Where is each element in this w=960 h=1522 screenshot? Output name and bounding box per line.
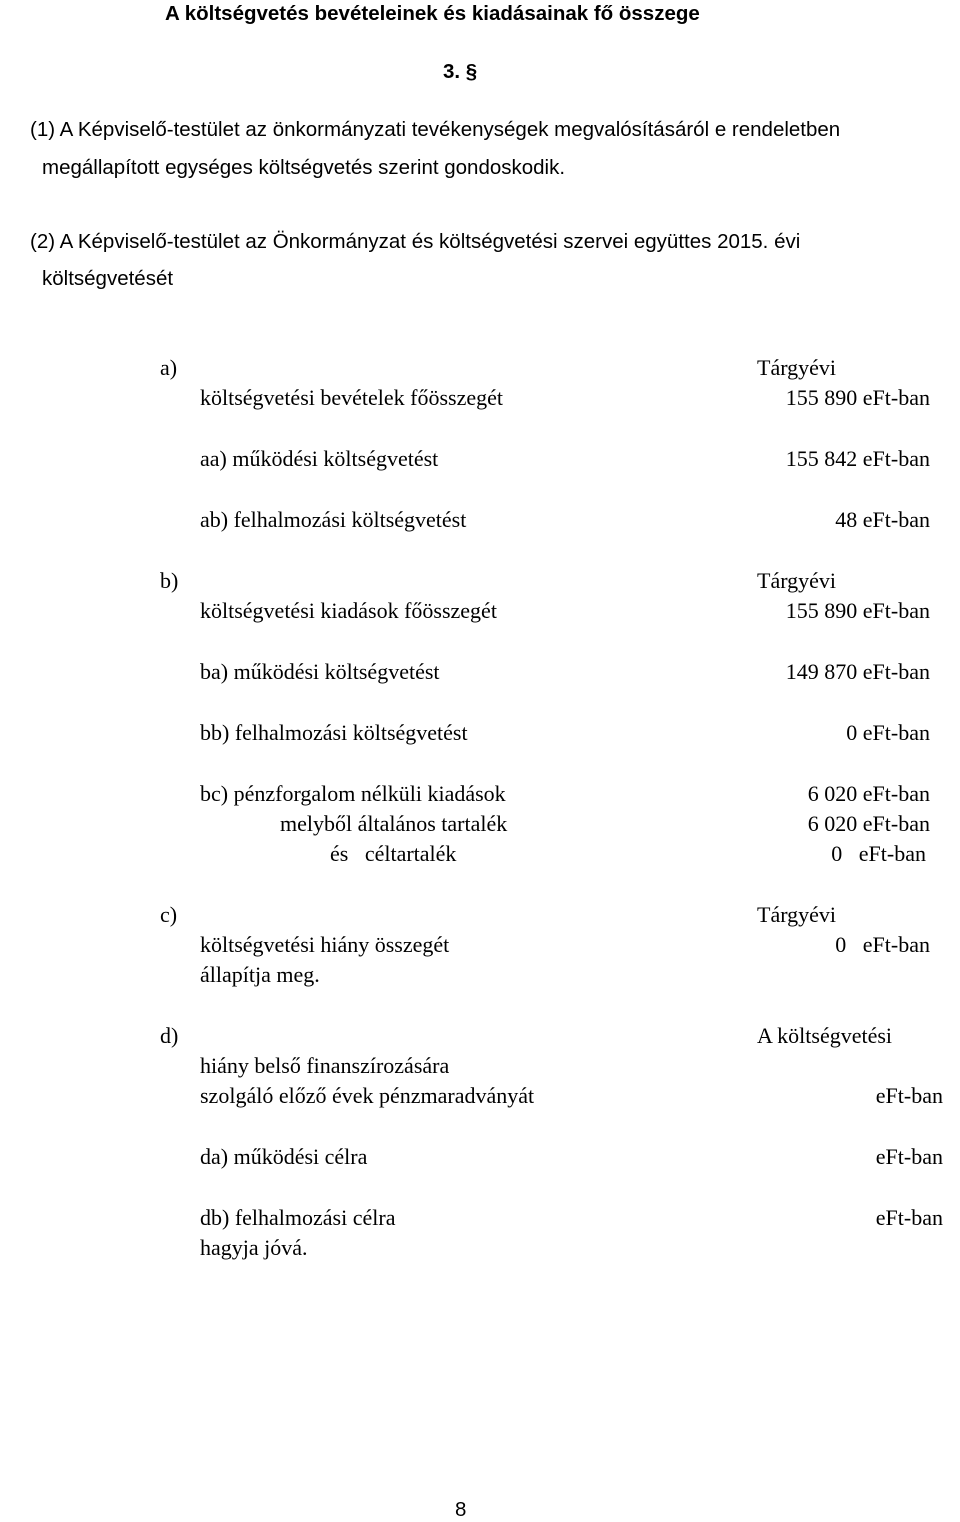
item-a-period: Tárgyévi bbox=[757, 355, 837, 380]
general-reserve-amount: 6 020 eFt-ban bbox=[807, 811, 930, 836]
item-a-label: költségvetési bevételek főösszegét bbox=[200, 385, 504, 410]
item-d-label-1: hiány belső finanszírozására bbox=[200, 1053, 450, 1078]
item-a-amount: 155 890 eFt-ban bbox=[785, 385, 930, 410]
item-bb-label: bb) felhalmozási költségvetést bbox=[200, 720, 468, 745]
item-aa-amount: 155 842 eFt-ban bbox=[785, 446, 930, 471]
earmarked-reserve-amount: 0 eFt-ban bbox=[831, 841, 926, 866]
section-number: 3. § bbox=[443, 60, 478, 83]
item-aa-label: aa) működési költségvetést bbox=[200, 446, 439, 471]
item-b-label: költségvetési kiadások főösszegét bbox=[200, 598, 497, 623]
item-bb-amount: 0 eFt-ban bbox=[846, 720, 930, 745]
page-number: 8 bbox=[455, 1498, 467, 1521]
item-bc-amount: 6 020 eFt-ban bbox=[807, 781, 930, 806]
item-c-amount: 0 eFt-ban bbox=[835, 932, 930, 957]
item-a-letter: a) bbox=[160, 355, 178, 380]
paragraph-2-line-2: költségvetését bbox=[42, 267, 174, 290]
item-ba-amount: 149 870 eFt-ban bbox=[785, 659, 930, 684]
item-db-amount: eFt-ban bbox=[875, 1205, 943, 1230]
paragraph-2-line-1: (2) A Képviselő-testület az Önkormányzat és költségvetési szervei együttes 2015. évi bbox=[30, 230, 801, 253]
item-c-closing: állapítja meg. bbox=[200, 962, 320, 987]
item-b-period: Tárgyévi bbox=[757, 568, 837, 593]
item-ab-label: ab) felhalmozási költségvetést bbox=[200, 507, 467, 532]
item-b-amount: 155 890 eFt-ban bbox=[785, 598, 930, 623]
item-c-period: Tárgyévi bbox=[757, 902, 837, 927]
paragraph-1-line-2: megállapított egységes költségvetés szerint gondoskodik. bbox=[42, 156, 566, 179]
item-d-header: A költségvetési bbox=[757, 1023, 893, 1048]
item-da-label: da) működési célra bbox=[200, 1144, 368, 1169]
item-d-letter: d) bbox=[160, 1023, 179, 1048]
paragraph-1-line-1: (1) A Képviselő-testület az önkormányzati tevékenységek megvalósításáról e rendeletben bbox=[30, 118, 841, 141]
general-reserve-label: melyből általános tartalék bbox=[280, 811, 508, 836]
item-c-letter: c) bbox=[160, 902, 178, 927]
item-b-letter: b) bbox=[160, 568, 179, 593]
item-da-amount: eFt-ban bbox=[875, 1144, 943, 1169]
item-ba-label: ba) működési költségvetést bbox=[200, 659, 440, 684]
item-bc-label: bc) pénzforgalom nélküli kiadások bbox=[200, 781, 506, 806]
item-d-closing: hagyja jóvá. bbox=[200, 1235, 308, 1260]
item-d-label-2: szolgáló előző évek pénzmaradványát bbox=[200, 1083, 535, 1108]
item-ab-amount: 48 eFt-ban bbox=[835, 507, 930, 532]
earmarked-reserve-label: és céltartalék bbox=[330, 841, 457, 866]
page-heading: A költségvetés bevételeinek és kiadásainak fő összege bbox=[165, 2, 700, 25]
item-c-label: költségvetési hiány összegét bbox=[200, 932, 450, 957]
item-db-label: db) felhalmozási célra bbox=[200, 1205, 396, 1230]
item-d-amount: eFt-ban bbox=[875, 1083, 943, 1108]
